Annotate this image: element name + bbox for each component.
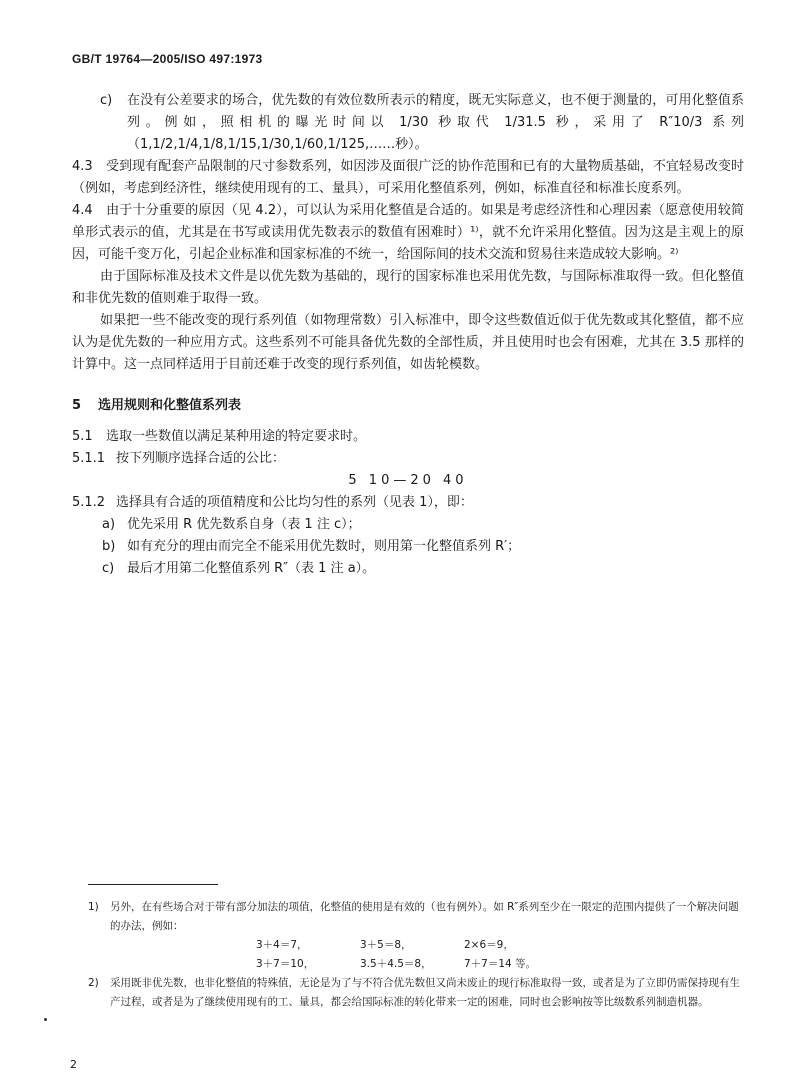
footnote-marker: 2): [88, 977, 99, 989]
clause-text: 由于十分重要的原因（见 4.2），可以认为采用化整值是合适的。如果是考虑经济性和心理因素（愿意使用较简单形式表示的值，尤其是在书写或读用优先数表示的数值有困难时）¹⁾，就不允许采用化整值。因为这是主观上的原因，可能千变万化，引起企业标准和国家标准的不统一，给国际间的技术交流和贸易往来造成较大影响。²⁾: [72, 203, 744, 262]
ratio-sequence: 5 10—20 40: [348, 473, 468, 488]
calc-example-row: [88, 936, 744, 955]
calc-example: 3＋5＝8，: [360, 939, 412, 951]
list-item-text: 在没有公差要求的场合，优先数的有效位数所表示的精度，既无实际意义，也不便于测量的，可用化整值系列。例如，照相机的曝光时间以 1/30 秒取代 1/31.5 秒，采用了 R″10/3 系列（1,1/2,1/4,1/8,1/15,1/30,1/60,1/125,……秒）。: [127, 93, 744, 152]
clause-number: 4.3: [72, 159, 93, 174]
section-heading: [72, 395, 744, 417]
clause-text: 选取一些数值以满足某种用途的特定要求时。: [106, 429, 367, 444]
list-item-option-c: [72, 558, 744, 580]
list-marker: c): [102, 561, 115, 576]
footnote-2: [88, 974, 744, 1012]
clause-4-4: [72, 200, 744, 266]
list-item-text: 优先采用 R 优先数系自身（表 1 注 c）；: [127, 517, 361, 532]
standard-header: GB/T 19764—2005/ISO 497:1973: [72, 52, 263, 66]
main-text: [72, 90, 744, 580]
calc-example: 3.5＋4.5＝8，: [360, 958, 432, 970]
clause-number: 5.1.2: [72, 495, 106, 510]
calc-example: 7＋7＝14 等。: [464, 958, 537, 970]
footnote-text: 另外，在有些场合对于带有部分加法的项值，化整值的使用是有效的（也有例外）。如 R″系列至少在一限定的范围内提供了一个解决问题的办法，例如：: [110, 901, 739, 932]
clause-5-1-2: [72, 492, 744, 514]
list-marker: a): [102, 517, 116, 532]
paragraph-international: 由于国际标准及技术文件是以优先数为基础的，现行的国家标准也采用优先数，与国际标准取得一致。但化整值和非优先数的值则难于取得一致。: [72, 269, 744, 306]
clause-text: 选择具有合适的项值精度和公比均匀性的系列（见表 1），即：: [116, 495, 473, 510]
list-marker: b): [102, 539, 116, 554]
list-item-option-b: [72, 536, 744, 558]
clause-number: 5.1: [72, 429, 93, 444]
clause-number: 5.1.1: [72, 451, 106, 466]
paragraph-existing-series: 如果把一些不能改变的现行系列值（如物理常数）引入标准中，即令这些数值近似于优先数或其化整值，都不应认为是优先数的一种应用方式。这些系列不可能具备优先数的全部性质，并且使用时也会有困难，尤其在 3.5 那样的计算中。这一点同样适用于目前还难于改变的现行系列值，如齿轮模数。: [72, 313, 744, 372]
section-title: 选用规则和化整值系列表: [98, 398, 242, 413]
margin-mark: [44, 1018, 47, 1021]
clause-4-3: [72, 156, 744, 200]
calc-example-row: [88, 955, 744, 974]
clause-text: 受到现有配套产品限制的尺寸参数系列，如因涉及面很广泛的协作范围和已有的大量物质基础，不宜轻易改变时（例如，考虑到经济性，继续使用现有的工、量具），可采用化整值系列，例如，标准直径和标准长度系列。: [72, 159, 744, 196]
list-item-c-intro: [72, 90, 744, 156]
section-number: 5: [72, 398, 82, 413]
calc-example: 3＋7＝10，: [256, 958, 315, 970]
calc-example: 2×6＝9，: [464, 939, 514, 951]
list-item-text: 如有充分的理由而完全不能采用优先数时，则用第一化整值系列 R′；: [127, 539, 521, 554]
footnote-separator: [88, 884, 218, 885]
list-item-option-a: [72, 514, 744, 536]
clause-number: 4.4: [72, 203, 93, 218]
clause-5-1-1: [72, 448, 744, 470]
footnote-text: 采用既非优先数，也非化整值的特殊值，无论是为了与不符合优先数但又尚未废止的现行标准取得一致，或者是为了立即仍需保持现有生产过程，或者是为了继续使用现有的工、量具，都会给国际标准的转化带来一定的困难，同时也会影响按等比级数系列制造机器。: [110, 977, 740, 1008]
list-marker: c): [100, 93, 113, 108]
page-number: 2: [70, 1058, 77, 1071]
list-item-text: 最后才用第二化整值系列 R″（表 1 注 a）。: [127, 561, 376, 576]
clause-5-1: [72, 426, 744, 448]
calc-example: 3＋4＝7，: [256, 939, 308, 951]
footnote-marker: 1): [88, 901, 99, 913]
clause-text: 按下列顺序选择合适的公比：: [116, 451, 286, 466]
footnote-1: [88, 898, 744, 936]
footnotes: [88, 898, 744, 1012]
